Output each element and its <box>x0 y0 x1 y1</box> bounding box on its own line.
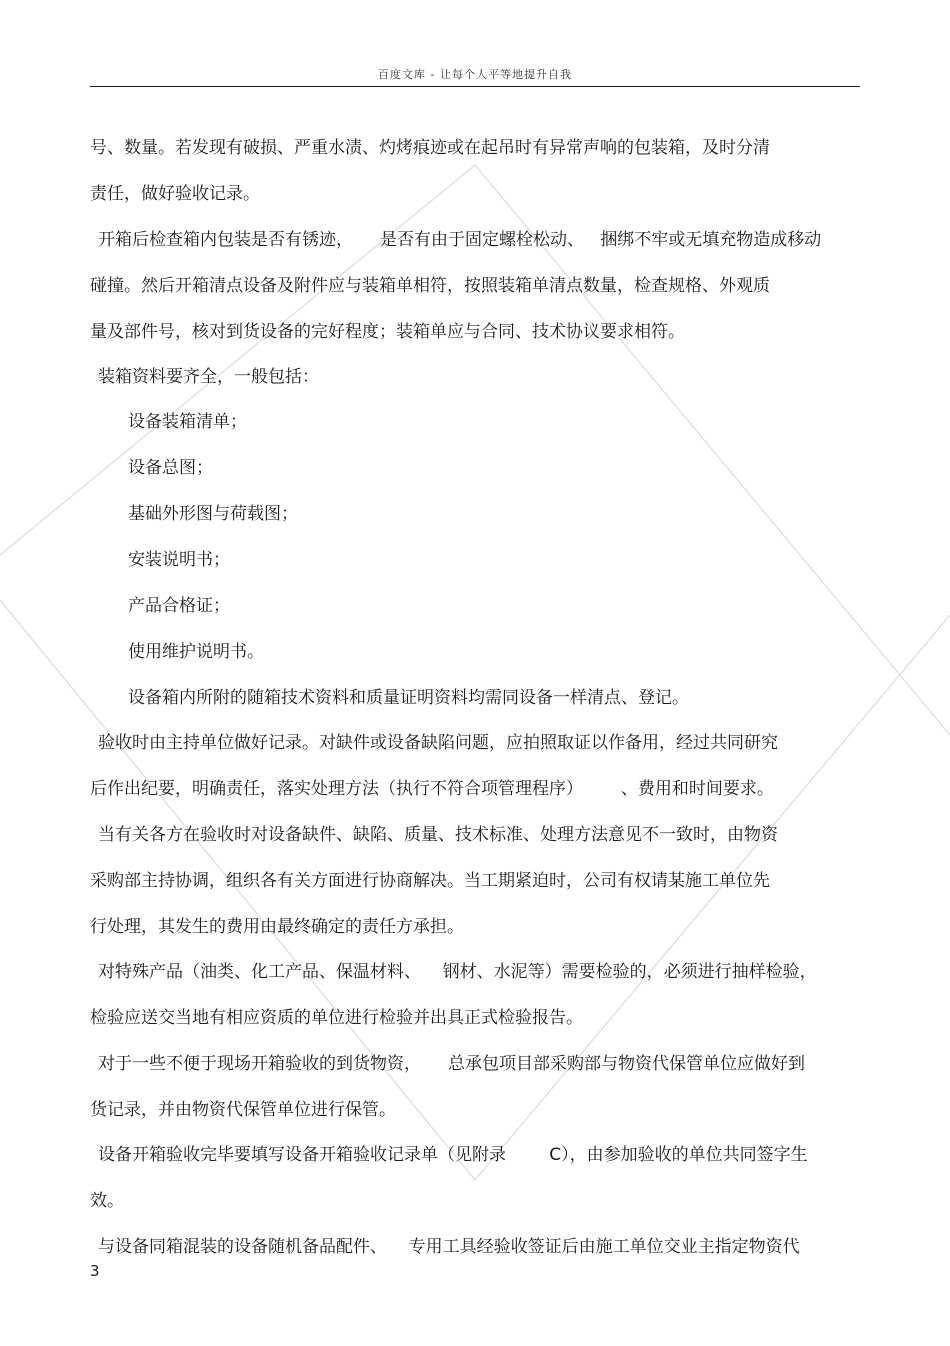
body-line: 采购部主持协调，组织各有关方面进行协商解决。当工期紧迫时，公司有权请某施工单位先 <box>90 871 770 891</box>
body-line: 碰撞。然后开箱清点设备及附件应与装箱单相符，按照装箱单清点数量，检查规格、外观质 <box>90 276 770 296</box>
page-number: 3 <box>90 1262 100 1280</box>
body-line: 验收时由主持单位做好记录。对缺件或设备缺陷问题，应拍照取证以作备用，经过共同研究 <box>98 733 778 753</box>
body-line: 责任，做好验收记录。 <box>90 184 260 204</box>
body-line: 检验应送交当地有相应资质的单位进行检验并出具正式检验报告。 <box>90 1008 583 1028</box>
body-line: 量及部件号，核对到货设备的完好程度；装箱单应与合同、技术协议要求相符。 <box>90 322 685 342</box>
body-line: 开箱后检查箱内包装是否有锈迹， 是否有由于固定螺栓松动、 捆绑不牢或无填充物造成移动 <box>98 230 822 250</box>
body-line: 与设备同箱混装的设备随机备品配件、 专用工具经验收签证后由施工单位交业主指定物资代 <box>98 1237 800 1257</box>
body-line: 当有关各方在验收时对设备缺件、缺陷、质量、技术标准、处理方法意见不一致时，由物资 <box>98 825 778 845</box>
body-line: 设备开箱验收完毕要填写设备开箱验收记录单（见附录 C），由参加验收的单位共同签字生 <box>98 1145 808 1165</box>
header-divider <box>90 86 860 87</box>
list-item: 设备总图； <box>128 458 213 478</box>
list-item: 安装说明书； <box>128 550 230 570</box>
page-header-title: 百度文库 - 让每个人平等地提升自我 <box>378 68 572 81</box>
list-item: 设备装箱清单； <box>128 412 247 432</box>
body-line: 货记录，并由物资代保管单位进行保管。 <box>90 1100 396 1120</box>
body-line: 设备箱内所附的随箱技术资料和质量证明资料均需同设备一样清点、登记。 <box>128 688 689 708</box>
body-line: 效。 <box>90 1191 124 1211</box>
list-item: 产品合格证； <box>128 596 230 616</box>
body-line: 后作出纪要，明确责任，落实处理方法（执行不符合项管理程序） 、费用和时间要求。 <box>90 779 774 799</box>
body-line: 行处理，其发生的费用由最终确定的责任方承担。 <box>90 917 464 937</box>
list-item: 使用维护说明书。 <box>128 642 264 662</box>
body-line: 装箱资料要齐全，一般包括： <box>98 367 319 387</box>
body-line: 对于一些不便于现场开箱验收的到货物资， 总承包项目部采购部与物资代保管单位应做好到 <box>98 1054 806 1074</box>
body-line: 号、数量。若发现有破损、严重水渍、灼烤痕迹或在起吊时有异常声响的包装箱，及时分清 <box>90 138 770 158</box>
list-item: 基础外形图与荷载图； <box>128 504 298 524</box>
body-line: 对特殊产品（油类、化工产品、保温材料、 钢材、水泥等）需要检验的，必须进行抽样检验， <box>98 962 817 982</box>
